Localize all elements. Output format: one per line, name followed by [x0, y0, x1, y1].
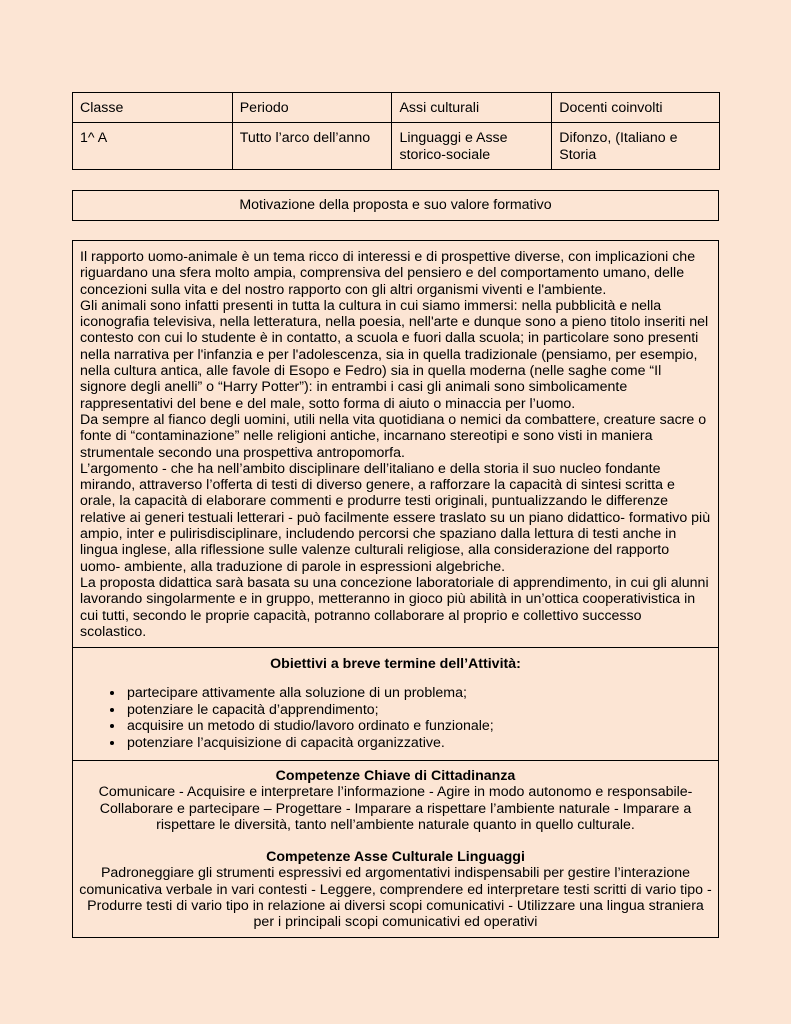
info-table — [72, 92, 720, 170]
cell-classe: 1^ A — [73, 123, 233, 170]
objective-item: • acquisire un metodo di studio/lavoro ordinato e funzionale; — [125, 718, 718, 735]
axis-competences-text: Padroneggiare gli strumenti espressivi ed argomentativi indispensabili per gestire l’interazione comunicativa verbale in vari contesti - Leggere, comprendere ed interpretare testi scritti di vario tipo - Produrre testi di vario tipo in relazione ai diversi scopi comunicativi - Utilizzare una lingua straniera per i principali scopi comunicativi ed operativi — [79, 865, 712, 931]
description-paragraph: La proposta didattica sarà basata su una concezione laboratoriale di apprendimento, in cui gli alunni lavorando singolarmente e in gruppo, metteranno in gioco più abilità in un’ottica cooperativistica in cui tutti, secondo le proprie capacità, potranno collaborare al proprio e collettivo successo scolastico. — [80, 574, 709, 640]
header-periodo: Periodo — [232, 93, 392, 123]
objectives-title: Obiettivi a breve termine dell’Attività: — [270, 656, 521, 672]
key-competences-title: Competenze Chiave di Cittadinanza — [275, 768, 516, 784]
header-assi-culturali: Assi culturali — [392, 93, 552, 123]
description-paragraph: Da sempre al fianco degli uomini, utili nella vita quotidiana o nemici da combattere, creature sacre o fonte di “contaminazione” nelle religioni antiche, incarnano stereotipi e sono visti in maniera strumentale secondo una prospettiva antropomorfa. — [80, 411, 707, 461]
objective-item: • potenziare le capacità d’apprendimento; — [125, 702, 718, 719]
cell-assi-culturali: Linguaggi e Asse storico-sociale — [392, 123, 552, 170]
header-classe: Classe — [73, 93, 233, 123]
objective-item: • potenziare l’acquisizione di capacità organizzative. — [125, 735, 718, 752]
header-docenti-coinvolti: Docenti coinvolti — [552, 93, 720, 123]
cell-periodo: Tutto l’arco dell’anno — [232, 123, 392, 170]
description-paragraph: Gli animali sono infatti presenti in tutta la cultura in cui siamo immersi: nella pubblicità e nella iconografia televisiva, nella letteratura, nella poesia, nell'arte e dunque sono a pieno titolo inseriti nel contesto con cui lo studente è in contatto, a scuola e fuori dalla scuola; in particolare sono presenti nella narrativa per l'infanzia e per l'adolescenza, sia in quella tradizionale (pensiamo, per esempio, nella cultura antica, alle favole di Esopo e Fedro) sia in quella moderna (nelle saghe come “Il signore degli anelli” o “Harry Potter”): in entrambi i casi gli animali sono simbolicamente rappresentativi del bene e del male, sotto forma di aiuto o minaccia per l’uomo. — [80, 297, 709, 412]
motivation-title: Motivazione della proposta e suo valore formativo — [72, 190, 719, 221]
objective-item: • partecipare attivamente alla soluzione di un problema; — [125, 685, 718, 702]
objectives-list — [73, 685, 718, 751]
objectives-section — [73, 648, 718, 761]
info-header-row — [73, 93, 720, 123]
description-paragraph: L’argomento - che ha nell’ambito disciplinare dell’italiano e della storia il suo nucleo fondante mirando, attraverso l’offerta di testi di diverso genere, a rafforzare la capacità di sintesi scritta e orale, la capacità di elaborare commenti e produrre testi originali, puntualizzando le differenze relative ai generi testuali letterari - può facilmente essere traslato su un piano didattico- formativo più ampio, inter e pulirisdisciplinare, includendo percorsi che spaziano dalla lettura di testi anche in lingua inglese, alla riflessione sulle valenze culturali religiose, alla considerazione del rapporto uomo- ambiente, alla traduzione di parole in espressioni algebriche. — [80, 460, 711, 575]
key-competences-text: Comunicare - Acquisire e interpretare l’informazione - Agire in modo autonomo e responsabile- Collaborare e partecipare – Progettare - Imparare a rispettare l’ambiente naturale - Imparare a rispettare le diversità, tanto nell’ambiente naturale quanto in quello culturale. — [98, 784, 693, 833]
cell-docenti-coinvolti: Difonzo, (Italiano e Storia — [552, 123, 720, 170]
description-section — [73, 241, 718, 648]
competences-section — [73, 761, 718, 937]
axis-competences-title: Competenze Asse Culturale Linguaggi — [266, 849, 525, 866]
main-content-box — [72, 240, 719, 938]
description-paragraph: Il rapporto uomo-animale è un tema ricco di interessi e di prospettive diverse, con implicazioni che riguardano una sfera molto ampia, comprensiva del pensiero e del comportamento umano, delle concezioni sulla vita e del nostro rapporto con gli altri organismi viventi e l'ambiente. — [80, 249, 696, 298]
info-data-row — [73, 123, 720, 170]
